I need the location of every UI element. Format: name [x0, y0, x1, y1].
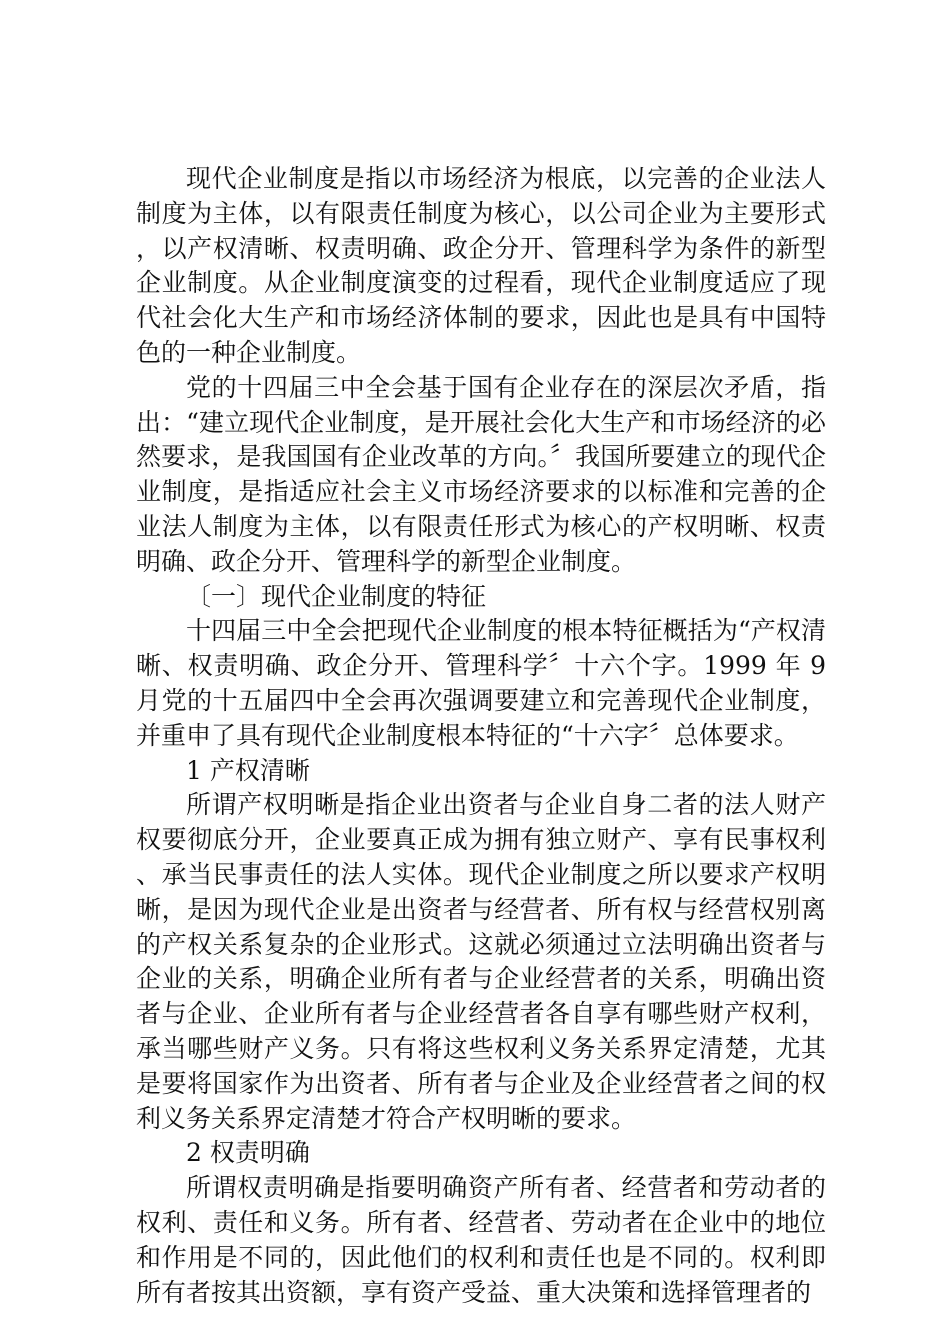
paragraph-responsibilities: 所谓权责明确是指要明确资产所有者、经营者和劳动者的权利、责任和义务。所有者、经营者、劳动者在企业中的地位和作用是不同的，因此他们的权利和责任也是不同的。权利即所有者按其出资额，享有资产受益、重大决策和选择管理者的	[136, 1173, 826, 1307]
paragraph-property-rights: 所谓产权明晰是指企业出资者与企业自身二者的法人财产权要彻底分开，企业要真正成为拥有独立财产、享有民事权利、承当民事责任的法人实体。现代企业制度之所以要求产权明晰，是因为现代企业是出资者与经营者、所有权与经营权别离的产权关系复杂的企业形式。这就必须通过立法明确出资者与企业的关系，明确企业所有者与企业经营者的关系，明确出资者与企业、企业所有者与企业经营者各自享有哪些财产权利，承当哪些财产义务。只有将这些权利义务关系界定清楚，尤其是要将国家作为出资者、所有者与企业及企业经营者之间的权利义务关系界定清楚才符合产权明晰的要求。	[136, 790, 826, 1133]
section-heading-features: 〔一〕现代企业制度的特征	[186, 581, 487, 611]
subheading-clear-property-rights: 1 产权清晰	[186, 755, 310, 785]
paragraph-party-statement: 党的十四届三中全会基于国有企业存在的深层次矛盾，指出：“建立现代企业制度，是开展社会化大生产和市场经济的必然要求，是我国国有企业改革的方向。〞我国所要建立的现代企业制度，是指适应社会主义市场经济要求的以标准和完善的企业法人制度为主体，以有限责任形式为核心的产权明晰、权责明确、政企分开、管理科学的新型企业制度。	[136, 372, 826, 576]
document-body	[136, 162, 826, 1310]
paragraph-sixteen-characters: 十四届三中全会把现代企业制度的根本特征概括为“产权清晰、权责明确、政企分开、管理科学〞十六个字。1999 年 9 月党的十五届四中全会再次强调要建立和完善现代企业制度，并重申了具有现代企业制度根本特征的“十六字〞总体要求。	[136, 616, 826, 750]
paragraph-definition: 现代企业制度是指以市场经济为根底，以完善的企业法人制度为主体，以有限责任制度为核心，以公司企业为主要形式，以产权清晰、权责明确、政企分开、管理科学为条件的新型企业制度。从企业制度演变的过程看，现代企业制度适应了现代社会化大生产和市场经济体制的要求，因此也是具有中国特色的一种企业制度。	[136, 164, 826, 367]
subheading-clear-responsibilities: 2 权责明确	[186, 1138, 310, 1168]
